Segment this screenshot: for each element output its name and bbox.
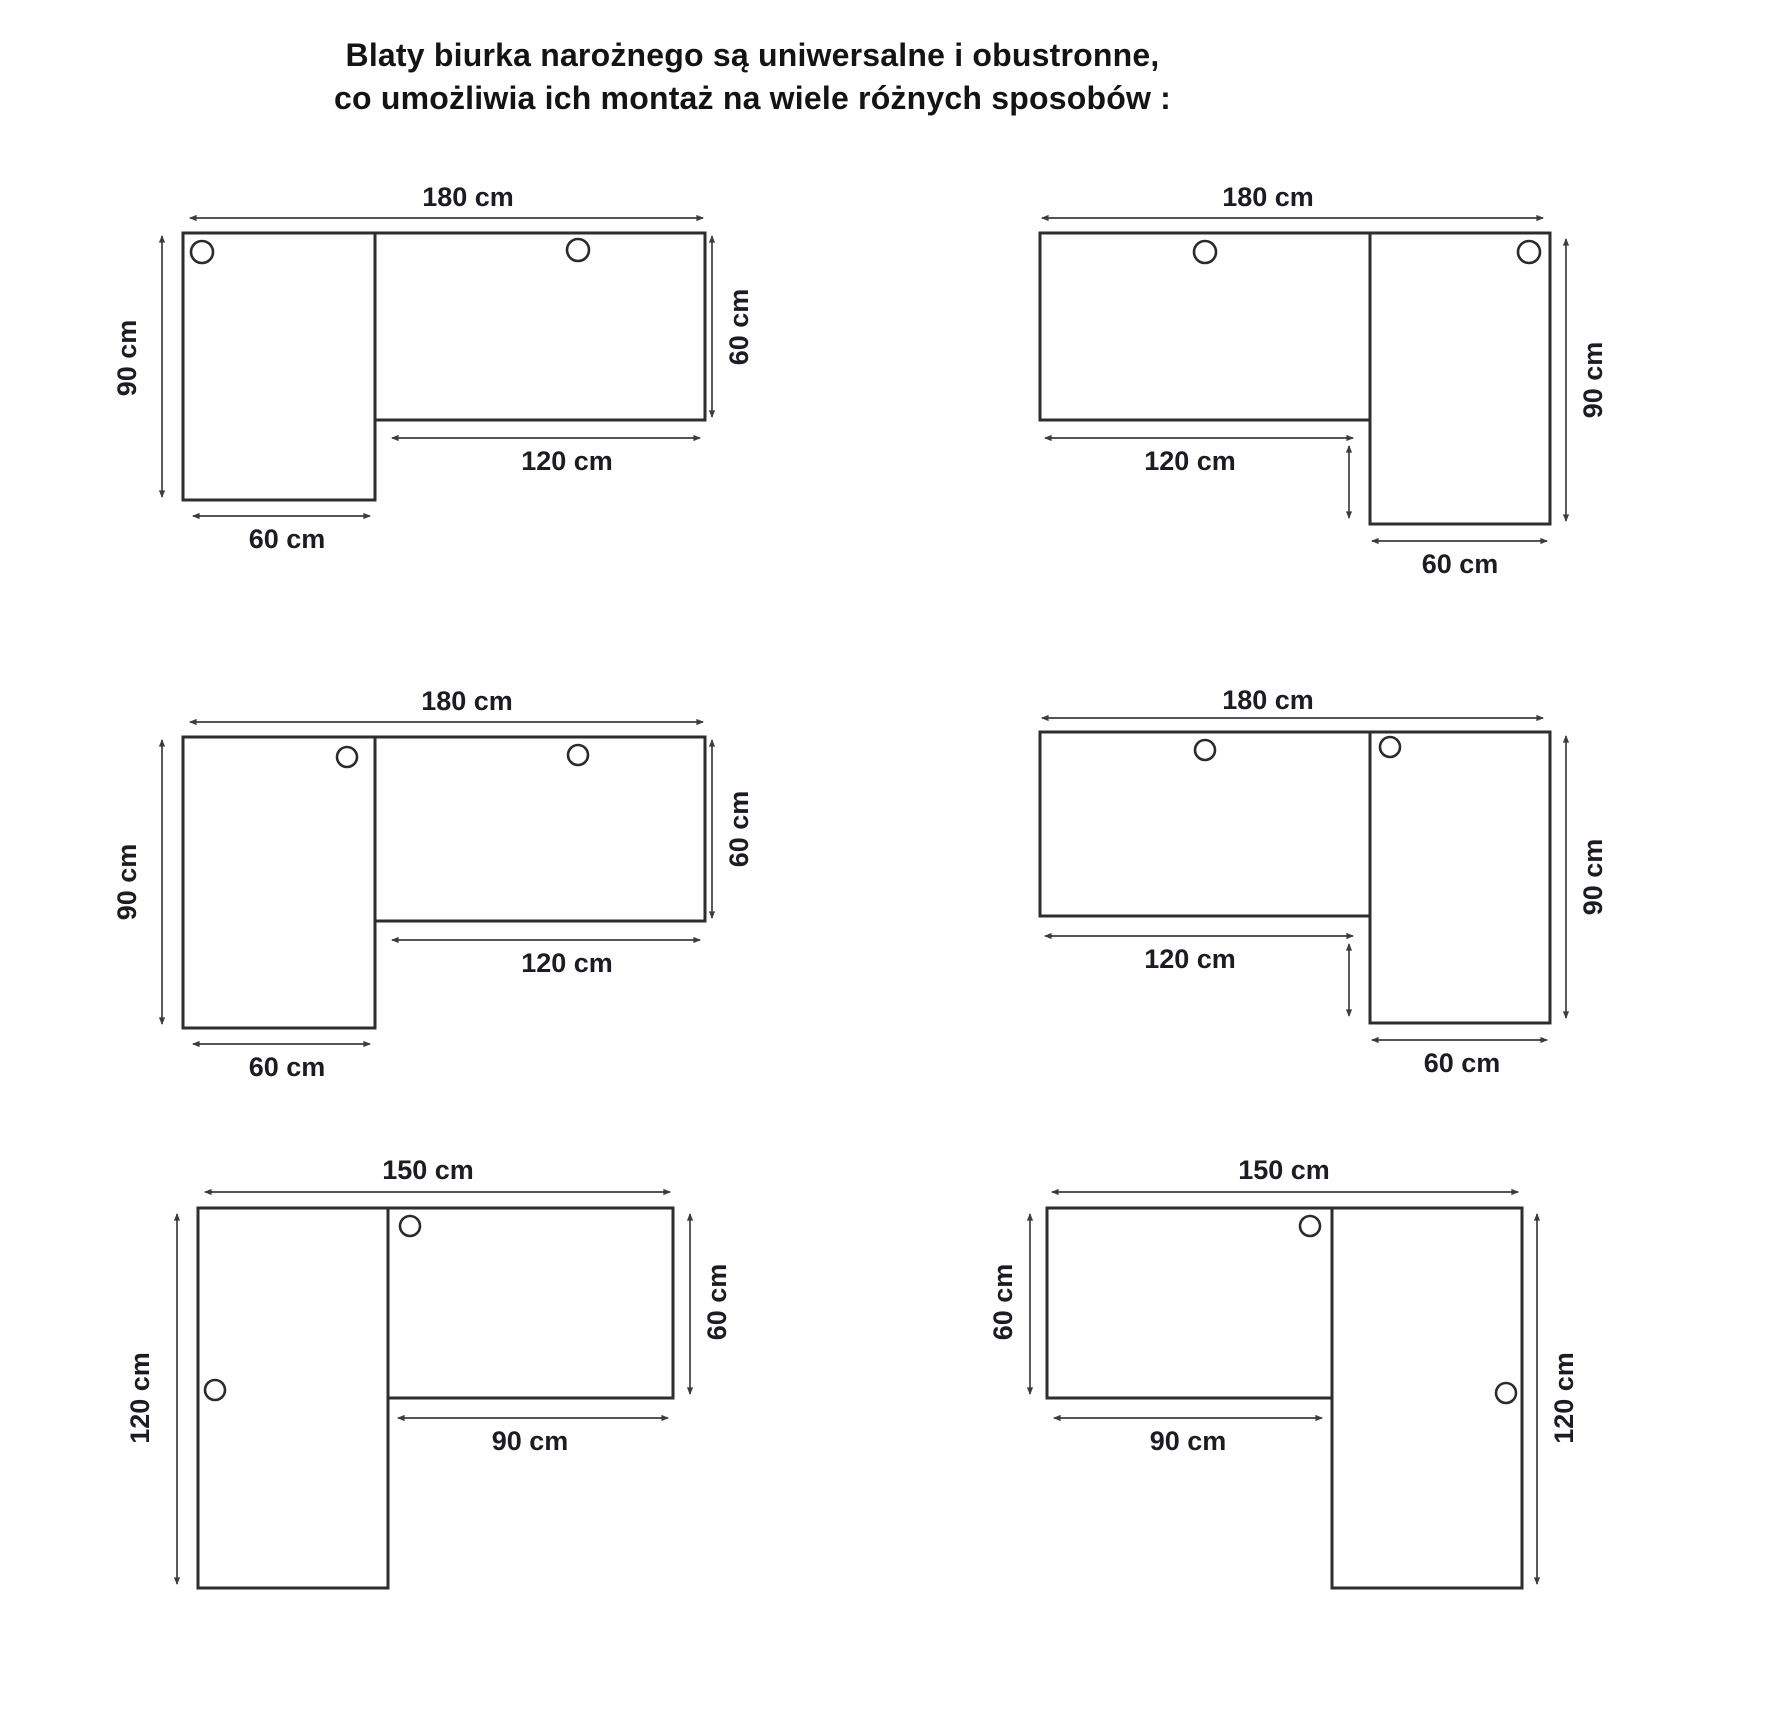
dimension-label: 90 cm <box>1578 341 1608 419</box>
dimension-label: 90 cm <box>1578 838 1608 916</box>
desk-top-panel <box>1047 1208 1332 1398</box>
dimension-label: 120 cm <box>125 1352 155 1444</box>
page-title-line-2: co umożliwia ich montaż na wiele różnych sposobów : <box>334 80 1171 116</box>
desk-variant-1-right <box>1040 182 1608 579</box>
desk-side-panel <box>183 233 375 500</box>
dimension-label: 90 cm <box>1149 1426 1227 1456</box>
dimension-label: 150 cm <box>1238 1155 1330 1185</box>
dimension-label: 150 cm <box>382 1155 474 1185</box>
cable-grommet-hole <box>191 241 213 263</box>
desk-side-panel <box>1332 1208 1522 1588</box>
dimension-label: 180 cm <box>1222 685 1314 715</box>
dimension-label: 60 cm <box>248 1052 326 1082</box>
desk-top-panel <box>388 1208 673 1398</box>
dimension-label: 60 cm <box>248 524 326 554</box>
dimension-label: 180 cm <box>422 182 514 212</box>
dimension-label: 90 cm <box>491 1426 569 1456</box>
dimension-label: 60 cm <box>1421 549 1499 579</box>
desk-variant-3-right <box>988 1155 1579 1588</box>
cable-grommet-hole <box>1380 737 1400 757</box>
desk-side-panel <box>1370 233 1550 524</box>
desk-top-panel <box>375 737 705 921</box>
dimension-label: 180 cm <box>1222 182 1314 212</box>
dimension-label: 60 cm <box>724 288 754 366</box>
desk-side-panel <box>1370 732 1550 1023</box>
cable-grommet-hole <box>1300 1216 1320 1236</box>
dimension-label: 120 cm <box>521 446 613 476</box>
cable-grommet-hole <box>568 745 588 765</box>
cable-grommet-hole <box>1194 241 1216 263</box>
dimension-label: 60 cm <box>702 1263 732 1341</box>
cable-grommet-hole <box>567 239 589 261</box>
cable-grommet-hole <box>1496 1383 1516 1403</box>
page-title-line-1: Blaty biurka narożnego są uniwersalne i obustronne, <box>345 37 1160 73</box>
dimension-label: 60 cm <box>724 790 754 868</box>
dimension-label: 120 cm <box>521 948 613 978</box>
dimension-label: 60 cm <box>1423 1048 1501 1078</box>
cable-grommet-hole <box>400 1216 420 1236</box>
desk-top-panel <box>375 233 705 420</box>
desk-variant-1-left <box>112 182 754 554</box>
dimension-label: 120 cm <box>1144 944 1236 974</box>
dimension-label: 90 cm <box>112 843 142 921</box>
dimension-label: 60 cm <box>988 1263 1018 1341</box>
desk-variant-2-left <box>112 686 754 1082</box>
desk-side-panel <box>183 737 375 1028</box>
desk-variant-2-right <box>1040 685 1608 1078</box>
desk-side-panel <box>198 1208 388 1588</box>
cable-grommet-hole <box>1195 740 1215 760</box>
dimension-label: 180 cm <box>421 686 513 716</box>
cable-grommet-hole <box>337 747 357 767</box>
dimension-label: 120 cm <box>1144 446 1236 476</box>
cable-grommet-hole <box>205 1380 225 1400</box>
desk-variant-3-left <box>125 1155 732 1588</box>
dimension-label: 90 cm <box>112 319 142 397</box>
dimension-label: 120 cm <box>1549 1352 1579 1444</box>
cable-grommet-hole <box>1518 241 1540 263</box>
